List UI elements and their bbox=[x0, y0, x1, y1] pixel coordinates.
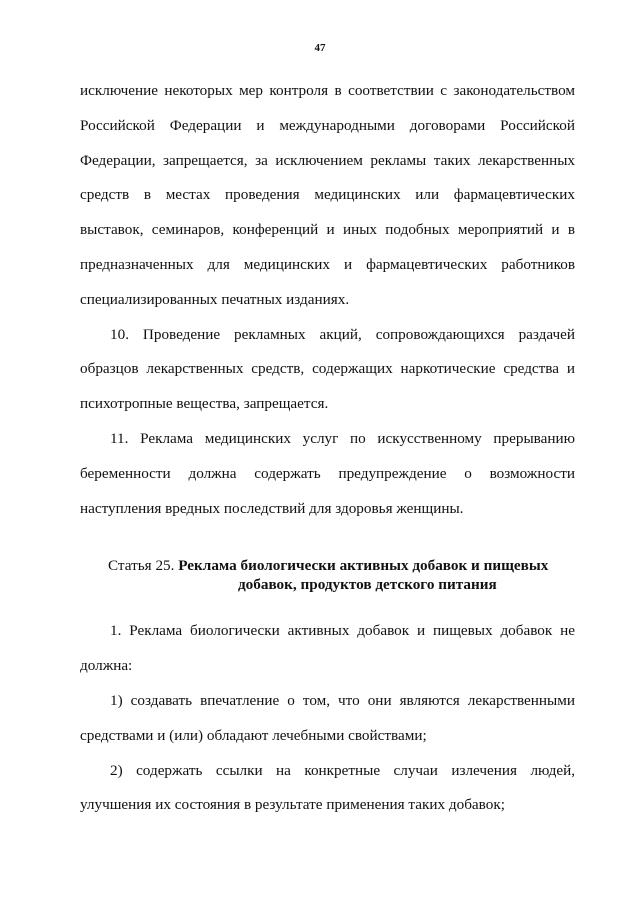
document-body bbox=[80, 74, 575, 823]
paragraph-continuation: исключение некоторых мер контроля в соответствии с законодательством Российской Федерации и международными договорами Российской Федерации, запрещается, за исключением рекламы таких лекарственных средств в местах проведения медицинских или фармацевтических выставок, семинаров, конференций и иных подобных мероприятий и в предназначенных для медицинских и фармацевтических работников специализированных печатных изданиях. bbox=[80, 82, 575, 308]
paragraph-item-10: 10. Проведение рекламных акций, сопровождающихся раздачей образцов лекарственных средств, содержащих наркотические средства и психотропные вещества, запрещается. bbox=[80, 325, 575, 413]
article-subitem-2: 2) содержать ссылки на конкретные случаи излечения людей, улучшения их состояния в результате применения таких добавок; bbox=[80, 761, 575, 814]
paragraph-item-11: 11. Реклама медицинских услуг по искусственному прерыванию беременности должна содержать предупреждение о возможности наступления вредных последствий для здоровья женщины. bbox=[80, 429, 575, 517]
article-subitem-1: 1) создавать впечатление о том, что они являются лекарственными средствами и (или) обладают лечебными свойствами; bbox=[80, 691, 575, 744]
article-heading bbox=[80, 556, 575, 594]
article-number: Статья 25. bbox=[108, 557, 175, 575]
article-paragraph-1: 1. Реклама биологически активных добавок и пищевых добавок не должна: bbox=[80, 622, 575, 675]
page-number: 47 bbox=[314, 42, 326, 54]
article-title: Реклама биологически активных добавок и пищевых добавок, продуктов детского питания bbox=[178, 557, 549, 594]
